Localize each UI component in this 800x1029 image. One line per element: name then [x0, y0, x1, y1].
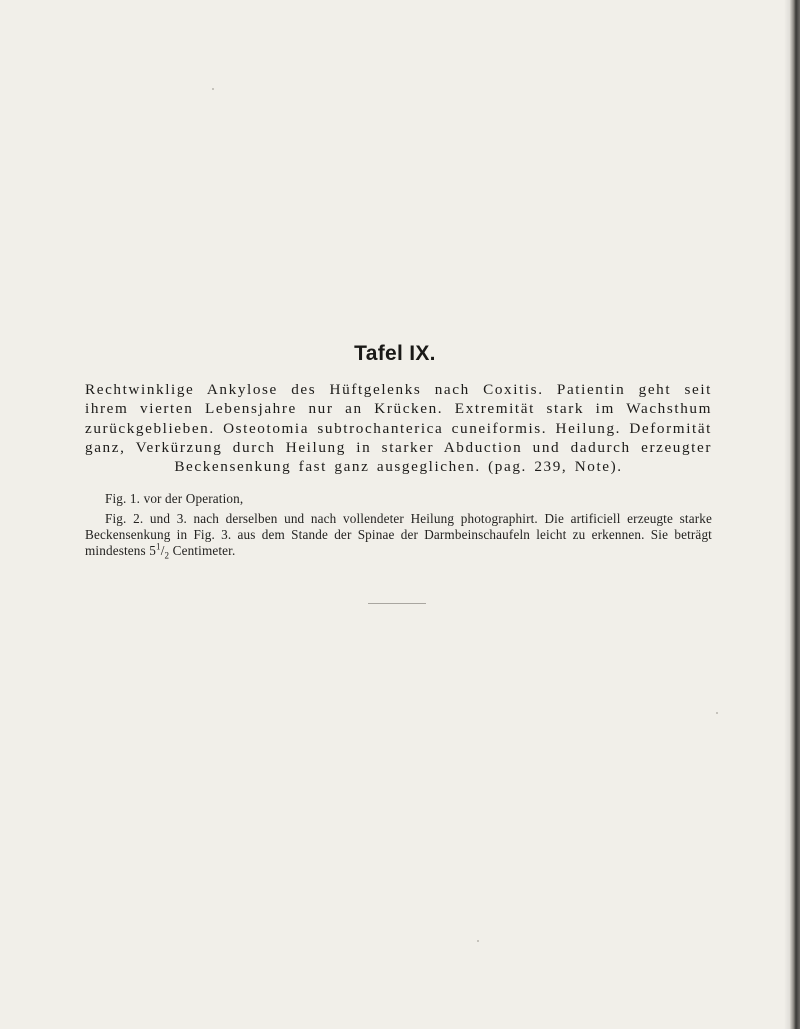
page-edge — [790, 0, 800, 1029]
plate-caption: Rechtwinklige Ankylose des Hüftgelenks nach Coxitis. Patientin geht seit ihrem vierten Lebensjahre nur an Krücken. Extremität stark im Wachsthum zurückgeblieben. Osteotomia subtrochanterica cuneiformis. Heilung. Deformität ganz, Verkürzung durch Heilung in starker Abduction und dadurch erzeugter Beckensenkung fast ganz ausgeglichen. (pag. 239, Note). — [85, 381, 712, 476]
paper-speck — [716, 712, 718, 714]
figure-2-3-note-text: Fig. 2. und 3. nach derselben und nach vollendeter Heilung photographirt. Die artificiell erzeugte starke Beckensenkung in Fig. 3. aus dem Stande der Spinae der Darmbeinschaufeln leicht zu erkennen. Sie beträgt mindestens 5 — [85, 511, 712, 558]
paper-speck — [477, 940, 479, 942]
fraction-one-half: $^1/_2$ — [156, 541, 170, 561]
section-divider — [368, 603, 426, 604]
figure-2-3-note-unit: Centimeter. — [169, 543, 236, 558]
plate-title: Tafel IX. — [354, 342, 436, 365]
figure-1-note: Fig. 1. vor der Operation, — [105, 491, 244, 506]
figure-2-3-note — [85, 511, 712, 559]
paper-speck — [212, 88, 214, 90]
fraction-denominator: 2 — [164, 550, 170, 561]
fraction-numerator: 1 — [156, 541, 161, 552]
